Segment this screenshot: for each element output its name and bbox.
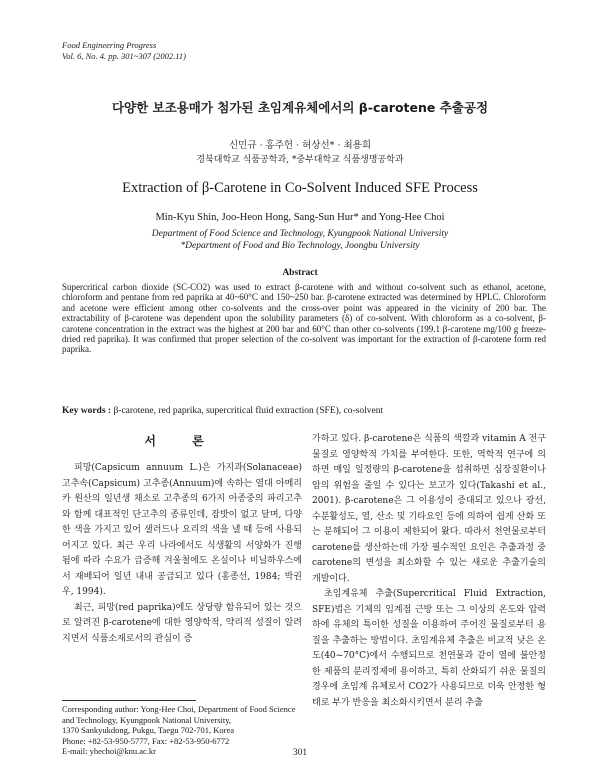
- footnote-rule: [62, 700, 196, 701]
- left-paragraph-1: 피망(Capsicum annuum L.)은 가지과(Solanaceae) 고추속(Capsicum) 고추종(Annuum)에 속하는 열대 아메리카 원산의 일년생 채소로 고추종의 6가지 아종중의 파리고추와 함께 대표적인 단고추의 종류인데, 잠밧이 없고 달며, 다양한 색을 가지고 있어 샐러드나 요리의 색을 낼 때 등에 사용되어지고 있다. 최근 우리 나라에서도 식생활의 서양화가 진행됨에 따라 수요가 급증해 겨울철에도 온실이나 비닐하우스에서 재배되어 일년 내내 공급되고 있다 (홍종선, 1984; 박권우, 1994).: [62, 463, 302, 597]
- left-paragraph-2: 최근, 피망(red paprika)에도 상당량 함유되어 있는 것으로 알려진 β-carotene에 대한 영양학적, 약리적 성질이 알려지면서 식품소재로서의 관심이 증: [62, 602, 302, 644]
- abstract-text: Supercritical carbon dioxide (SC-CO2) was used to extract β-carotene with and without co-solvent such as ethanol, acetone, chloroform and pentane from red paprika at 40~60°C and 150~250 bar. β-carotene extracted was determined by HPLC. Chloroform and acetone were efficient among other co-solvents and the cross-over point was appeared in the vicinity of 200 bar. The extractability of β-carotene was dependent upon the solubility parameters (δ) of co-solvent. With chloroform as a co-solvent, β-carotene concentration in the extract was the highest at 200 bar and 60°C than other co-solvents (199.1 β-carotene mg/100 g freeze-dried red paprika). It was confirmed that proper selection of the co-solvent was important for the extraction of β-carotene form red paprika.: [62, 282, 546, 355]
- footnote-email: E-mail: yhechoi@knu.ac.kr: [62, 746, 156, 756]
- journal-header: [62, 40, 186, 62]
- section-heading: 서 론: [144, 434, 220, 448]
- korean-title: 다양한 보조용매가 첨가된 초임계유체에서의 β-carotene 추출공정: [111, 100, 489, 115]
- right-paragraph-2: 초임계유체 추출(Supercritical Fluid Extraction, SFE)법은 기체의 임계점 근방 또는 그 이상의 온도와 압력 하에 유체의 특이한 성질을 이용하여 주어진 물질로부터 용질을 추출하는 방법이다. 초임계유체 추출은 비교적 낮은 온도(40~70°C)에서 수행되므로 천연물과 같이 열에 불안정한 제품의 분리정제에 용이하고, 특히 산화되기 쉬운 물질의 경우에 초임계 유체로서 CO2가 사용되므로 더욱 안정한 형태로 부가 반응을 최소화시키면서 분리 추출: [312, 589, 546, 708]
- keywords-label: Key words :: [62, 406, 112, 416]
- journal-issue: Vol. 6, No. 4. pp. 301~307 (2002.11): [62, 51, 186, 61]
- footnote-line-1: Corresponding author: Yong-Hee Choi, Department of Food Science and Technology, Kyungpook National University,: [62, 704, 296, 725]
- journal-name: Food Engineering Progress: [62, 40, 157, 50]
- abstract-heading: Abstract: [282, 268, 318, 278]
- korean-affiliation: 경북대학교 식품공학과, *중부대학교 식품생명공학과: [196, 155, 404, 165]
- keywords-text: β-carotene, red paprika, supercritical fluid extraction (SFE), co-solvent: [113, 406, 384, 416]
- body-left-column: [62, 461, 302, 647]
- footnote-line-3: Phone: +82-53-950-5777, Fax: +82-53-950-6772: [62, 735, 230, 746]
- english-authors: Min-Kyu Shin, Joo-Heon Hong, Sang-Sun Hur* and Yong-Hee Choi: [155, 212, 445, 223]
- page-number: 301: [292, 748, 308, 758]
- korean-authors: 신민규 · 홍주헌 · 허상선* · 최용희: [228, 140, 372, 151]
- english-title: Extraction of β-Carotene in Co-Solvent Induced SFE Process: [122, 180, 478, 196]
- english-affiliation: [0, 228, 600, 252]
- english-affiliation-2: *Department of Food and Bio Technology, Joongbu University: [180, 241, 420, 251]
- body-right-column: [312, 432, 546, 711]
- right-paragraph-1: 가하고 있다. β-carotene은 식품의 색깔과 vitamin A 전구물질로 영양학적 가치를 부여한다. 또한, 역학적 연구에 의하면 매일 일정량의 β-carotene을 섭취하면 심장질환이나 암의 위험을 줄일 수 있다는 보고가 있다(Takashi et al., 2001). β-carotene은 그 이용성이 증대되고 있으나 광선, 수분활성도, 열, 산소 및 기타요인 등에 의하여 쉽게 산화 또는 분해되어 그 이용이 제한되어 왔다. 따라서 천연물로부터 carotene를 생산하는데 가장 필수적인 요인은 추출과정 중 carotene의 변성을 최소화할 수 있는 새로운 추출기술의 개발이다.: [312, 434, 546, 584]
- keywords: [62, 406, 546, 416]
- footnote-line-2: 1370 Sankyukdong, Pukgu, Taegu 702-701, Korea: [62, 725, 235, 735]
- english-affiliation-1: Department of Food Science and Technology, Kyungpook National University: [151, 229, 449, 239]
